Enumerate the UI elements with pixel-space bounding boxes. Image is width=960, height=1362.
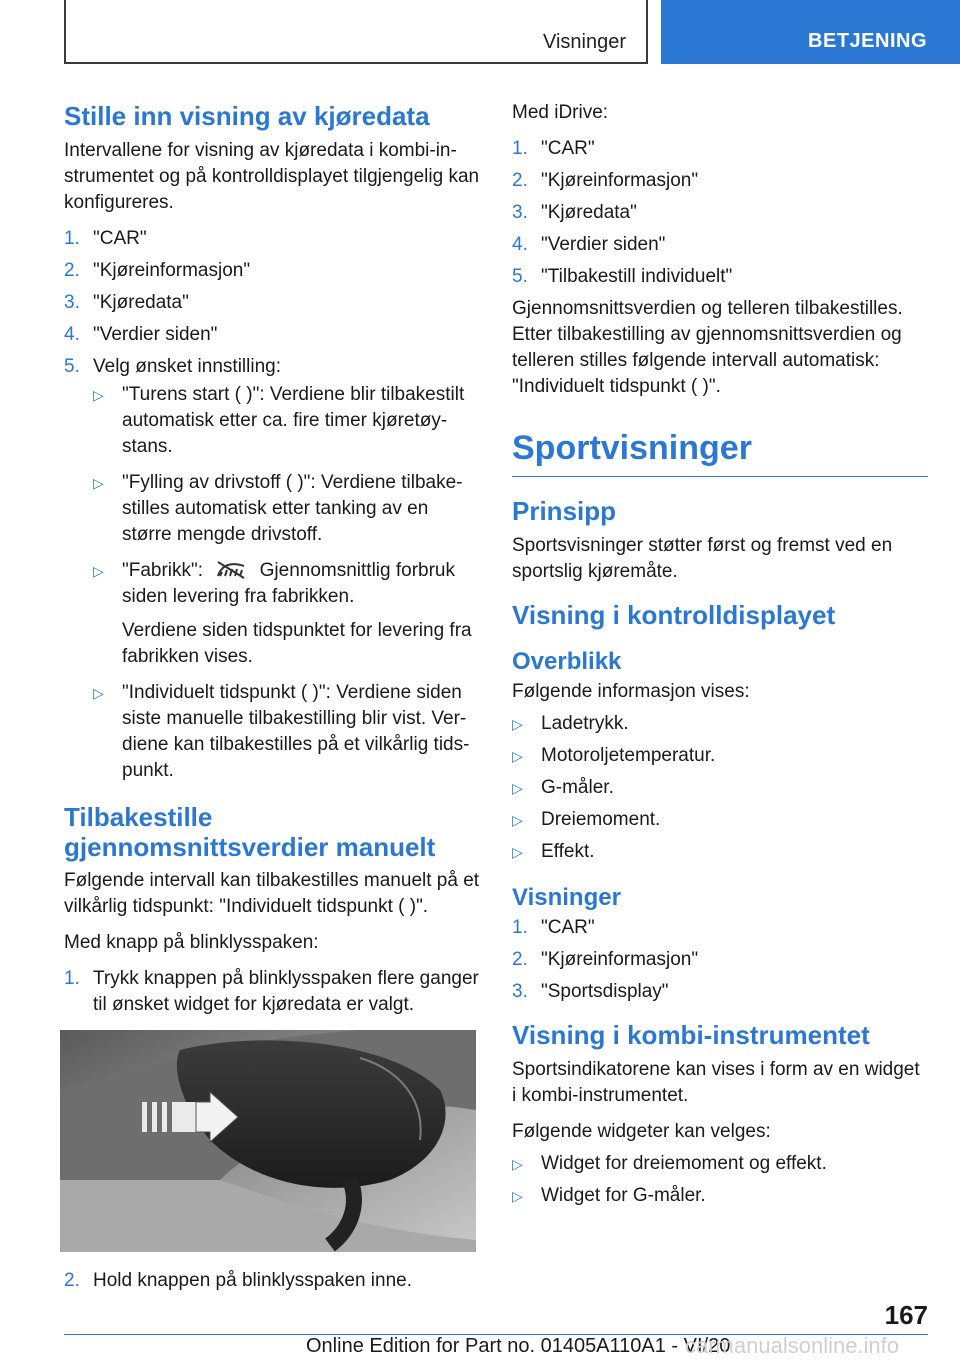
- reset-intro: Følgende intervall kan tilbakestilles manuelt på et vilkårlig tidspunkt: "Individuelt tidspunkt ( )".: [64, 870, 480, 917]
- item-text: Motoroljetemperatur.: [541, 745, 716, 766]
- options-list: [93, 382, 480, 784]
- heading-control-display: Visning i kontrolldisplayet: [512, 600, 836, 630]
- step-number: 3.: [64, 292, 80, 313]
- list-item: [512, 947, 928, 973]
- list-item: [93, 470, 480, 548]
- list-item: [64, 966, 480, 1018]
- item-text: Widget for dreiemoment og effekt.: [541, 1153, 827, 1174]
- page-number: 167: [884, 1300, 928, 1330]
- list-item: [512, 232, 928, 258]
- list-item: [512, 743, 928, 769]
- chapter-title: BETJENING: [808, 30, 927, 52]
- item-text: Effekt.: [541, 841, 595, 862]
- list-item: [512, 136, 928, 162]
- fuel-consumption-icon: [214, 558, 248, 580]
- triangle-bullet-icon: ▷: [512, 748, 523, 764]
- triangle-bullet-icon: ▷: [93, 563, 104, 579]
- principle-text: Sportsvisninger støtter først og fremst ved en sportslig kjøremåte.: [512, 535, 893, 582]
- list-item: [93, 680, 480, 784]
- triangle-bullet-icon: ▷: [93, 685, 104, 701]
- chapter-tab: [661, 0, 960, 64]
- right-column: [512, 100, 928, 1215]
- option-text: "Turens start ( )": Verdiene blir tilbakestilt automatisk etter ca. fire timer kjøretøystans.: [122, 384, 465, 457]
- step-text: "CAR": [93, 228, 147, 249]
- overview-intro: Følgende informasjon vises:: [512, 681, 750, 702]
- idrive-result: Gjennomsnittsverdien og telleren tilbakestilles. Etter tilbakestilling av gjennomsnittsverdien og telleren stilles følgende intervall automatisk: "Individuelt tidspunkt ( )".: [512, 298, 903, 397]
- step-number: 5.: [64, 356, 80, 377]
- option-text-b: Gjennomsnittlig forbruk siden levering fra fabrikken.: [122, 560, 455, 607]
- option-text-a: "Fabrikk":: [122, 560, 209, 581]
- step-text: "Kjøreinformasjon": [541, 949, 699, 970]
- option-text: "Fylling av drivstoff ( )": Verdiene tilbakestilles automatisk etter tanking av en større mengde drivstoff.: [122, 472, 463, 545]
- widgets-list: [512, 1151, 928, 1209]
- step-number: 1.: [512, 917, 528, 938]
- step-text: "Verdier siden": [93, 324, 218, 345]
- idrive-intro: Med iDrive:: [512, 102, 609, 123]
- item-text: G-måler.: [541, 777, 614, 798]
- kombi-intro: Følgende widgeter kan velges:: [512, 1121, 771, 1142]
- step-number: 2.: [512, 170, 528, 191]
- button-intro: Med knapp på blinklysspaken:: [64, 932, 319, 953]
- step-text: "Kjøreinformasjon": [93, 260, 251, 281]
- heading-instrument-cluster: Visning i kombi-instrumentet: [512, 1020, 870, 1050]
- heading-set-driving-data: Stille inn visning av kjøredata: [64, 101, 430, 131]
- step-number: 5.: [512, 266, 528, 287]
- item-text: Ladetrykk.: [541, 713, 629, 734]
- step-text: "CAR": [541, 917, 595, 938]
- step-text: "Kjøredata": [541, 202, 637, 223]
- heading-views: Visninger: [512, 884, 621, 911]
- section-title: Visninger: [542, 31, 626, 53]
- step-text: "Verdier siden": [541, 234, 666, 255]
- step-number: 4.: [64, 324, 80, 345]
- overview-list: [512, 711, 928, 865]
- heading-principle: Prinsipp: [512, 496, 617, 526]
- step-text: "Kjøreinformasjon": [541, 170, 699, 191]
- list-item: [64, 322, 480, 348]
- list-item: [93, 382, 480, 460]
- list-item: [64, 354, 480, 784]
- triangle-bullet-icon: ▷: [93, 475, 104, 491]
- views-steps-list: [512, 915, 928, 1005]
- watermark: carmanualsonline.info: [685, 1333, 900, 1358]
- kombi-text: Sportsindikatorene kan vises i form av en widget i kombi-instrumentet.: [512, 1059, 920, 1106]
- list-item: [93, 558, 480, 670]
- step-number: 3.: [512, 202, 528, 223]
- step-text: "Sportsdisplay": [541, 981, 669, 1002]
- heading-overview: Overblikk: [512, 648, 622, 675]
- step-number: 1.: [64, 228, 80, 249]
- triangle-bullet-icon: ▷: [512, 716, 523, 732]
- step-number: 1.: [64, 968, 80, 989]
- triangle-bullet-icon: ▷: [93, 387, 104, 403]
- list-item: [512, 264, 928, 290]
- button-steps-list-2: [64, 1268, 480, 1294]
- option-text: "Individuelt tidspunkt ( )": Verdiene siden siste manuelle tilbakestilling blir vist. Verdiene kan tilbakestilles på et vilkårlig tidspunkt.: [122, 682, 470, 781]
- step-number: 4.: [512, 234, 528, 255]
- step-text: Velg ønsket innstilling:: [93, 356, 281, 377]
- list-item: [512, 915, 928, 941]
- settings-steps-list: [64, 226, 480, 784]
- step-number: 1.: [512, 138, 528, 159]
- list-item: [512, 807, 928, 833]
- triangle-bullet-icon: ▷: [512, 812, 523, 828]
- list-item: [64, 226, 480, 252]
- heading-reset-averages: Tilbakestille gjennomsnittsverdier manuelt: [64, 802, 436, 862]
- list-item: [64, 258, 480, 284]
- list-item: [512, 168, 928, 194]
- list-item: [512, 711, 928, 737]
- triangle-bullet-icon: ▷: [512, 780, 523, 796]
- turn-signal-lever-photo: [60, 1030, 476, 1252]
- list-item: [512, 1183, 928, 1209]
- option-sub-text: Verdiene siden tidspunktet for levering fra fabrikken vises.: [122, 620, 472, 667]
- step-text: Trykk knappen på blinklysspaken flere ganger til ønsket widget for kjøredata er valgt.: [93, 968, 479, 1015]
- list-item: [512, 775, 928, 801]
- step-number: 3.: [512, 981, 528, 1002]
- triangle-bullet-icon: ▷: [512, 1156, 523, 1172]
- step-text: "Kjøredata": [93, 292, 189, 313]
- button-steps-list: [64, 966, 480, 1018]
- triangle-bullet-icon: ▷: [512, 1188, 523, 1204]
- left-column: [64, 100, 480, 1300]
- header-section-box: [64, 0, 648, 64]
- list-item: [512, 1151, 928, 1177]
- intro-paragraph: Intervallene for visning av kjøredata i kombi-instrumentet og på kontrolldisplayet tilgjengelig kan konfigureres.: [64, 140, 480, 213]
- step-text: "CAR": [541, 138, 595, 159]
- list-item: [512, 979, 928, 1005]
- step-text: "Tilbakestill individuelt": [541, 266, 733, 287]
- list-item: [64, 1268, 480, 1294]
- item-text: Dreiemoment.: [541, 809, 661, 830]
- step-number: 2.: [64, 260, 80, 281]
- step-text: Hold knappen på blinklysspaken inne.: [93, 1270, 412, 1291]
- list-item: [512, 839, 928, 865]
- edition-text: Online Edition for Part no. 01405A110A1 - VI/20: [306, 1335, 731, 1357]
- step-number: 2.: [64, 1270, 80, 1291]
- step-number: 2.: [512, 949, 528, 970]
- triangle-bullet-icon: ▷: [512, 844, 523, 860]
- heading-sport-displays: Sportvisninger: [512, 428, 928, 477]
- idrive-steps-list: [512, 136, 928, 290]
- list-item: [64, 290, 480, 316]
- item-text: Widget for G-måler.: [541, 1185, 706, 1206]
- list-item: [512, 200, 928, 226]
